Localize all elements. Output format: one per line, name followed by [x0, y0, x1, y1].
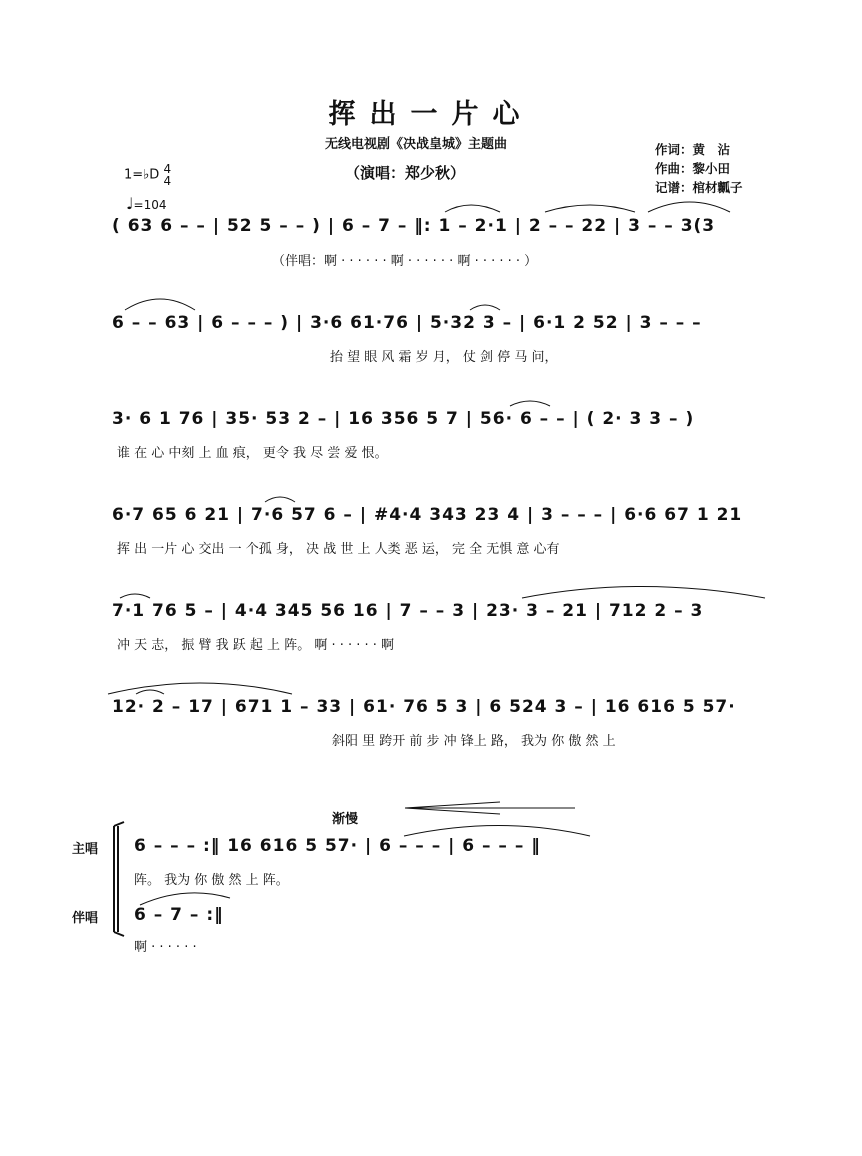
lead-voice-label: 主唱	[72, 842, 99, 857]
lyric-line: 抬 望 眼 风 霜 岁 月， 仗 剑 停 马 问，	[330, 350, 558, 365]
notation-line: 12· 2 – 17 | 671 1 – 33 | 61· 76 5 3 | 6 524 3 – | 16 616 5 57·	[112, 697, 736, 717]
notation-line: 7·1 76 5 – | 4·4 345 56 16 | 7 – – 3 | 23· 3 – 21 | 712 2 – 3	[112, 601, 704, 621]
slur	[470, 305, 500, 310]
composer-credit: 作曲：黎小田	[655, 161, 731, 176]
lead-notation-line: 6 – – – :‖ 16 616 5 57· | 6 – – – | 6 – – – ‖	[134, 836, 541, 856]
slur	[545, 205, 635, 212]
lyric-line: 冲 天 志， 振 臂 我 跃 起 上 阵。 啊 · · · · · · 啊	[117, 638, 395, 653]
ritardando-hairpin	[405, 802, 575, 814]
slur	[445, 205, 500, 212]
backing-voice-label: 伴唱	[72, 911, 99, 926]
slur	[108, 683, 292, 694]
singer-credit: （演唱：郑少秋）	[345, 164, 466, 182]
slur	[510, 401, 550, 406]
lyricist-credit: 作词：黄 沾	[655, 142, 731, 157]
slur	[648, 202, 730, 212]
lyric-line: 斜阳 里 跨开 前 步 冲 锋上 路， 我为 你 傲 然 上	[332, 734, 616, 749]
backing-lyric-line: 啊 · · · · · ·	[134, 940, 197, 955]
song-subtitle: 无线电视剧《决战皇城》主题曲	[325, 137, 508, 152]
lyric-line: （伴唱：啊 · · · · · · 啊 · · · · · · 啊 · · · · · · ）	[272, 254, 538, 269]
notation-line: ( 63 6 – – | 52 5 – – ) | 6 – 7 – ‖: 1 – 2·1 | 2 – – 22 | 3 – – 3(3	[112, 216, 716, 236]
time-top: 4	[163, 162, 172, 176]
song-title: 挥出一片心	[328, 99, 534, 130]
slur	[522, 587, 765, 599]
transcriber-credit: 记谱：棺材瓤子	[655, 180, 743, 195]
lead-lyric-line: 阵。 我为 你 傲 然 上 阵。	[134, 873, 289, 888]
slur	[136, 690, 164, 694]
slur	[125, 299, 195, 310]
ritardando-mark: 渐慢	[332, 812, 359, 827]
time-bottom: 4	[163, 174, 172, 188]
notation-line: 6 – – 63 | 6 – – – ) | 3·6 61·76 | 5·32 3 – | 6·1 2 52 | 3 – – –	[112, 313, 702, 333]
slur	[404, 826, 590, 837]
system-bracket	[114, 822, 124, 936]
quarter-note-icon: ♩	[126, 194, 134, 213]
slur	[120, 594, 150, 598]
key-label: 1=♭D	[124, 167, 160, 183]
slur	[140, 893, 230, 905]
tempo-value: =104	[133, 198, 167, 212]
lyric-line: 谁 在 心 中刻 上 血 痕， 更令 我 尽 尝 爱 恨。	[117, 446, 388, 461]
notation-line: 6·7 65 6 21 | 7·6 57 6 – | #4·4 343 23 4 | 3 – – – | 6·6 67 1 21	[112, 505, 743, 525]
lyric-line: 挥 出 一片 心 交出 一 个孤 身， 决 战 世 上 人类 恶 运， 完 全 无惧 意 心有	[117, 542, 560, 557]
backing-notation-line: 6 – 7 – :‖	[134, 905, 224, 925]
notation-line: 3· 6 1 76 | 35· 53 2 – | 16 356 5 7 | 56· 6 – – | ( 2· 3 3 – )	[112, 409, 695, 429]
slur	[265, 497, 295, 502]
